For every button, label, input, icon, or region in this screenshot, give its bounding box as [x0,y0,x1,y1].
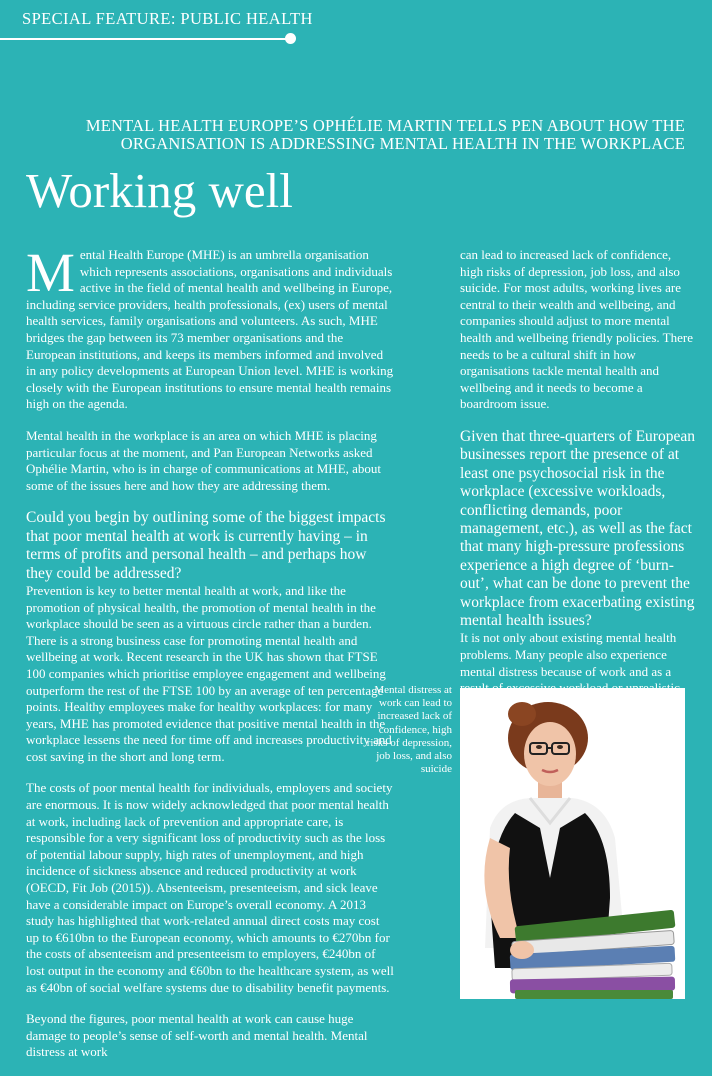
question-1: Could you begin by outlining some of the biggest impacts that poor mental health at work is currently having – in terms of profits and personal health – and perhaps how they could be addressed? [26,509,386,582]
paragraph-4: The costs of poor mental health for individuals, employers and society are enormous. It is now widely acknowledged that poor mental health at work, including lack of prevention and appropriate care, is responsible for a very significant loss of productivity such as the loss of potential labour supply, high rates of unemployment, and high incidence of sickness absence and reduced productivity at work (OECD, Fit Job (2015)). Absenteeism, presenteeism, and sick leave have a considerable impact on Europe’s overall economy. A 2013 study has highlighted that work-related annual direct costs may cost up to €610bn to the European economy, which amounts to €270bn for the costs of absenteeism and presenteeism to employers, €240bn of lost output in the economy and €60bn to the healthcare system, as well as €40bn of social welfare systems due to disability benefit payments. [26,780,394,995]
article-kicker: MENTAL HEALTH EUROPE’S OPHÉLIE MARTIN TELLS PEN ABOUT HOW THE ORGANISATION IS ADDRESSING MENTAL HEALTH IN THE WORKPLACE [85,116,685,153]
left-column [26,242,394,1076]
question-2: Given that three-quarters of European businesses report the presence of at least one psychosocial risk in the workplace (excessive workloads, conflicting demands, poor management, etc.), as well as the fact that many high-pressure professions experience a high degree of ‘burn-out’, what can be done to prevent the workplace from exacerbating existing mental health issues? [460,427,695,629]
stressed-office-worker-illustration [460,688,685,999]
answer-1: Prevention is key to better mental health at work, and like the promotion of physical health, the promotion of mental health in the workplace should be seen as a virtuous circle rather than a burden. There is a strong business case for promoting mental health and wellbeing at work. Recent research in the UK has shown that FTSE 100 companies which prioritise employee engagement and wellbeing outperform the rest of the FTSE 100 by an average of ten percentage points. Healthy employees make for healthy workplaces: for many years, MHE has promoted evidence that positive mental health in the workplace lessens the need for time off and increases productivity and cost saving in the short and long term. [26,582,392,764]
drop-cap: M [26,242,75,303]
section-rule-dot [285,33,296,44]
intro-paragraph [26,242,394,413]
section-rule [0,38,289,40]
answer-2: It is not only about existing mental health problems. Many people also experience mental distress because of work and as a [460,630,677,679]
paragraph-2: Mental health in the workplace is an area on which MHE is placing particular focus at the moment, and Pan European Networks asked Ophélie Martin, who is in charge of communications at MHE, about some of the issues here and how they are addressing them. [26,427,382,493]
paragraph-5: Beyond the figures, poor mental health at work can cause huge damage to people’s sense of self-worth and mental health. Mental distress at work [26,1011,368,1060]
article-title: Working well [26,163,293,218]
section-label: SPECIAL FEATURE: PUBLIC HEALTH [22,9,313,28]
paragraph-6: can lead to increased lack of confidence, high risks of depression, job loss, and also suicide. For most adults, working lives are central to their wealth and wellbeing, and companies should adjust to more mental health and wellbeing friendly policies. There needs to be a cultural shift in how organisations tackle mental health and wellbeing and it needs to become a boardroom issue. [460,247,693,412]
intro-text: ental Health Europe (MHE) is an umbrella organisation which represents associations, organisations and individuals active in the field of mental health and wellbeing in Europe, including service providers, health professionals, (ex) users of mental health services, family organisations and volunteers. As such, MHE bridges the gap between its 73 member organisations and the European institutions, and keeps its members informed and involved in any policy developments at European Union level. MHE is working closely with the European institutions to ensure mental health remains high on the agenda. [26,247,394,412]
pull-quote: Mental distress at work can lead to increased lack of confidence, high risks of depression, job loss, and also suicide [366,684,452,776]
article-photo [460,688,685,999]
right-column [460,247,696,728]
